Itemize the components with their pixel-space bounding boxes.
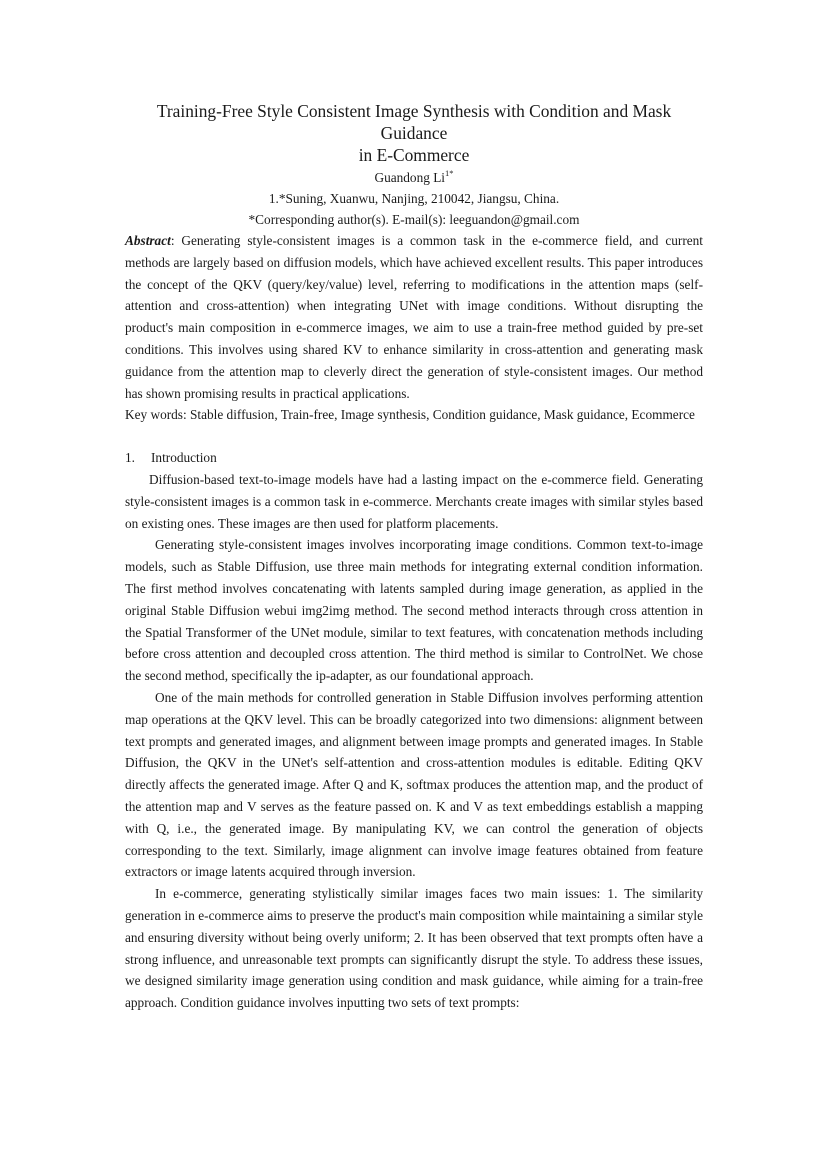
paper-page: [125, 100, 703, 1014]
abstract: [125, 230, 703, 404]
corresponding-author: *Corresponding author(s). E-mail(s): leeguandon@gmail.com: [248, 212, 580, 227]
intro-paragraph-4: In e-commerce, generating stylistically similar images faces two main issues: 1. The similarity generation in e-commerce aims to preserve the product's main composition while maintaining a similar style and ensuring diversity without being overly uniform; 2. It has been observed that text prompts often have a strong influence, and unreasonable text prompts can significantly disrupt the style. To address these issues, we designed similarity image generation using condition and mask guidance, while aiming for a train-free approach. Condition guidance involves inputting two sets of text prompts:: [125, 886, 703, 1011]
paper-title: [125, 100, 703, 166]
section-number: 1.: [125, 450, 135, 466]
affiliation: 1.*Suning, Xuanwu, Nanjing, 210042, Jiangsu, China.: [268, 191, 560, 206]
author-line: [125, 167, 703, 188]
intro-paragraph-3: One of the main methods for controlled generation in Stable Diffusion involves performing attention map operations at the QKV level. This can be broadly categorized into two dimensions: alignment between text prompts and generated images, and alignment between image prompts and generated images. In Stable Diffusion, the QKV in the UNet's self-attention and cross-attention modules is editable. Editing QKV directly affects the generated image. After Q and K, softmax produces the attention map, and the product of the attention map and V serves as the feature passed on. K and V as text embeddings establish a mapping with Q, i.e., the generated image. By manipulating KV, we can control the generation of objects corresponding to the text. Similarly, image alignment can involve image features obtained from feature extractors or image latents acquired through inversion.: [125, 689, 703, 880]
abstract-label: Abstract: [125, 233, 171, 248]
abstract-text: : Generating style-consistent images is a common task in the e-commerce field, and current methods are largely based on diffusion models, which have achieved excellent results. This paper introduces the concept of the QKV (query/key/value) level, referring to modifications in the attention maps (self-attention and cross-attention) when integrating UNet with image conditions. Without disrupting the product's main composition in e-commerce images, we aim to use a train-free method guided by pre-set conditions. This involves using shared KV to enhance similarity in cross-attention and generating mask guidance from the attention map to cleverly direct the generation of style-consistent images. Our method has shown promising results in practical applications.: [125, 233, 703, 401]
paper-title-line-1: Training-Free Style Consistent Image Synthesis with Condition and Mask Guidance: [156, 101, 672, 143]
keywords: Key words: Stable diffusion, Train-free, Image synthesis, Condition guidance, Mask guidance, Ecommerce: [125, 407, 695, 423]
section-heading-introduction: [125, 447, 703, 469]
paper-title-line-2: in E-Commerce: [358, 145, 470, 165]
author-name: Guandong Li: [374, 170, 446, 185]
section-title: Introduction: [151, 450, 217, 466]
intro-paragraph-2: Generating style-consistent images involves incorporating image conditions. Common text-to-image models, such as Stable Diffusion, use three main methods for integrating external condition information. The first method involves concatenating with latents sampled during image generation, as applied in the original Stable Diffusion webui img2img method. The second method interacts through cross attention in the Spatial Transformer of the UNet module, similar to text features, with concatenation methods including before cross attention and decoupled cross attention. The third method is similar to ControlNet. We chose the second method, specifically the ip-adapter, as our foundational approach.: [125, 537, 703, 684]
author-superscript: 1*: [445, 167, 454, 178]
intro-paragraph-1: Diffusion-based text-to-image models have had a lasting impact on the e-commerce field. Generating style-consistent images is a common task in e-commerce. Merchants create images with similar styles based on existing ones. These images are then used for platform placements.: [125, 471, 703, 531]
